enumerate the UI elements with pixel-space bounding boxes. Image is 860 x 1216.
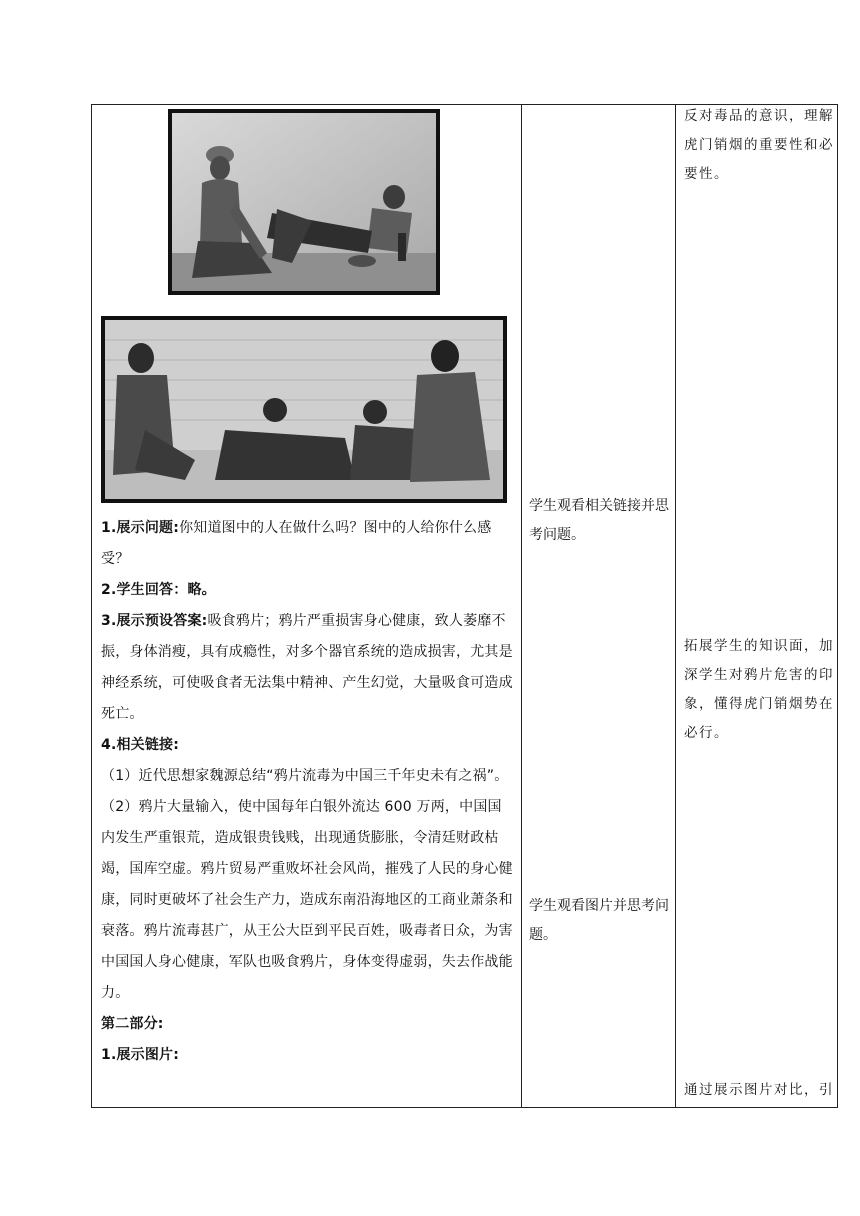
student-answer-label: 2.学生回答：略。 [101, 582, 216, 598]
opium-smokers-photo-2 [101, 316, 507, 503]
part-two-item: 1.展示图片: [101, 1047, 180, 1063]
link-1: （1）近代思想家魏源总结“鸦片流毒为中国三千年史未有之祸”。 [101, 768, 509, 784]
design-intent-cell [676, 105, 838, 1107]
student-activity-1: 学生观看相关链接并思考问题。 [529, 498, 669, 543]
part-two-label: 第二部分: [101, 1016, 164, 1032]
related-links-label: 4.相关链接: [101, 737, 180, 753]
teaching-process-cell [92, 105, 522, 1107]
answer-label: 3.展示预设答案: [101, 613, 208, 629]
question-paragraph [101, 513, 515, 575]
answer-paragraph [101, 606, 515, 730]
design-intent-1: 反对毒品的意识，理解虎门销烟的重要性和必要性。 [684, 108, 834, 182]
design-intent-3: 通过展示图片对比，引 [684, 1082, 834, 1098]
lesson-table [91, 104, 838, 1108]
link-2: （2）鸦片大量输入，使中国每年白银外流达 600 万两，中国国内发生严重银荒，造成银贵钱贱，出现通货膨胀，令清廷财政枯竭，国库空虚。鸦片贸易严重败坏社会风尚，摧残了人民的身心健康，同时更破坏了社会生产力，造成东南沿海地区的工商业萧条和衰落。鸦片流毒甚广，从王公大臣到平民百姓，吸毒者日众，为害中国国人身心健康，军队也吸食鸦片，身体变得虚弱，失去作战能力。 [101, 799, 513, 1001]
design-intent-2: 拓展学生的知识面，加深学生对鸦片危害的印象，懂得虎门销烟势在必行。 [684, 638, 834, 741]
student-activity-2: 学生观看图片并思考问题。 [529, 898, 669, 943]
student-activity-cell [522, 105, 676, 1107]
photo-2-image [105, 320, 503, 499]
opium-smokers-photo-1 [168, 109, 440, 295]
question-label: 1.展示问题: [101, 520, 180, 536]
teaching-process-text [101, 513, 515, 1071]
answer-text: 吸食鸦片；鸦片严重损害身心健康，致人萎靡不振，身体消瘦，具有成瘾性，对多个器官系统的造成损害，尤其是神经系统，可使吸食者无法集中精神、产生幻觉，大量吸食可造成死亡。 [101, 613, 513, 722]
question-text: 你知道图中的人在做什么吗？图中的人给你什么感受？ [101, 520, 492, 567]
photo-1-image [172, 113, 436, 291]
